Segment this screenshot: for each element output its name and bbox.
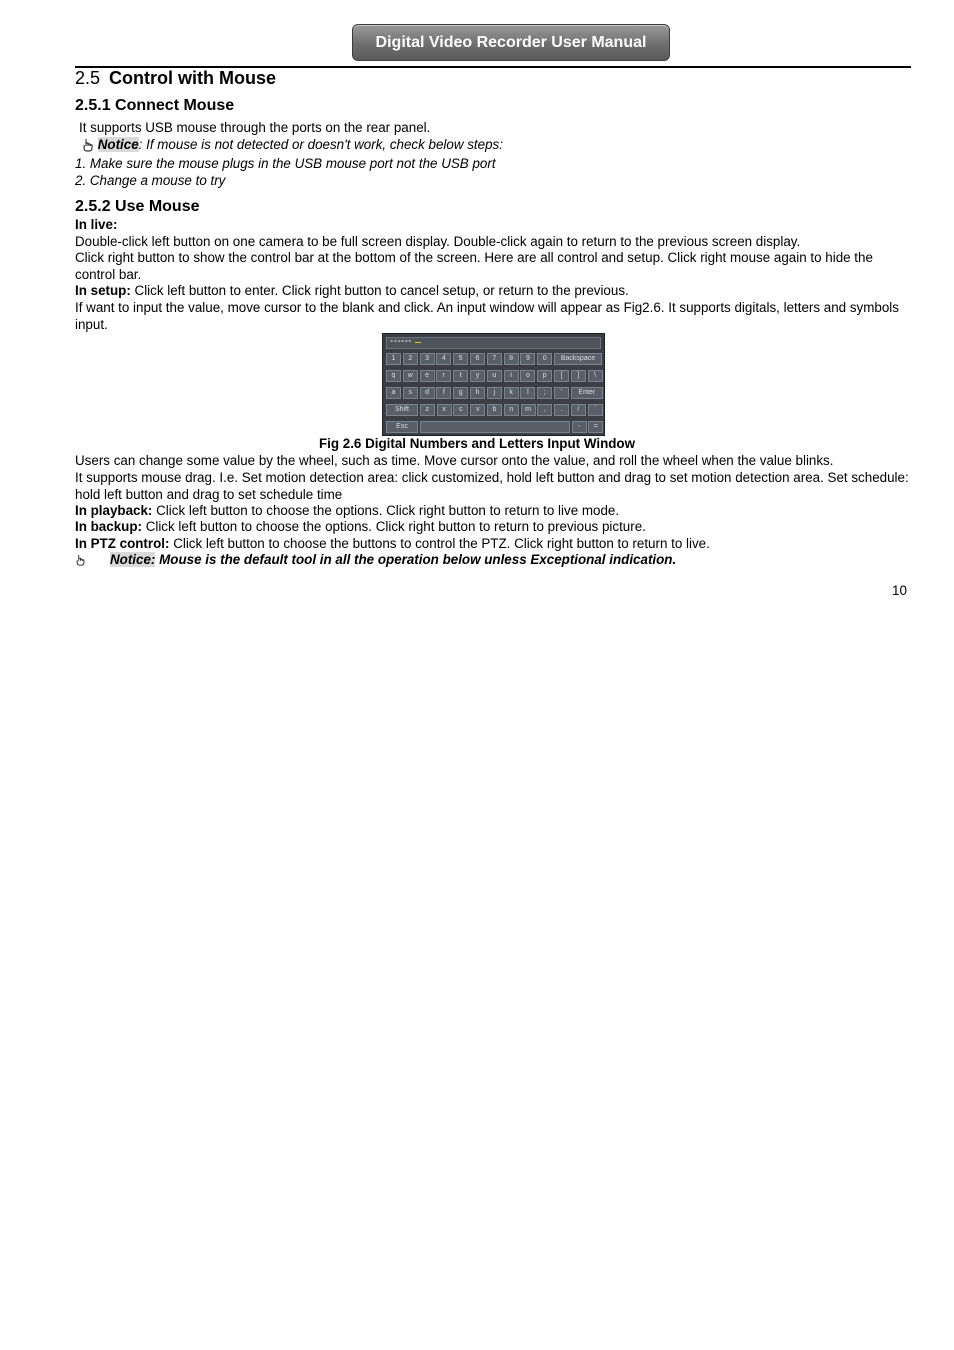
keyboard-key[interactable]: i — [504, 370, 519, 382]
keyboard-key[interactable]: n — [504, 404, 519, 416]
figure-caption: Fig 2.6 Digital Numbers and Letters Input Window — [318, 436, 636, 451]
page-number: 10 — [892, 583, 907, 598]
connect-step-1: 1. Make sure the mouse plugs in the USB mouse port not the USB port — [75, 156, 496, 171]
keyboard-key[interactable]: Esc — [386, 421, 418, 433]
keyboard-key[interactable]: j — [487, 387, 502, 399]
keyboard-field-value: ****** — [390, 339, 412, 346]
keyboard-key[interactable]: s — [403, 387, 418, 399]
pointing-hand-icon — [82, 138, 94, 152]
keyboard-key[interactable]: b — [487, 404, 502, 416]
backup-text: Click left button to choose the options. Click right button to return to previous picture. — [141, 519, 646, 534]
keyboard-key[interactable]: Backspace — [554, 353, 602, 365]
keyboard-key[interactable]: / — [571, 404, 586, 416]
keyboard-key[interactable]: 9 — [520, 353, 535, 365]
keyboard-key[interactable]: 5 — [453, 353, 468, 365]
playback-paragraph — [75, 503, 619, 520]
subsection-heading-connect: 2.5.1 Connect Mouse — [75, 97, 235, 114]
ptz-paragraph — [75, 536, 710, 553]
live-paragraph-2: Click right button to show the control bar at the bottom of the screen. Here are all control and setup. Click right mouse again to hide the control bar. — [75, 250, 873, 282]
keyboard-key[interactable]: h — [470, 387, 485, 399]
notice-label: Notice — [97, 137, 139, 152]
keyboard-key[interactable]: y — [470, 370, 485, 382]
keyboard-key[interactable]: . — [554, 404, 569, 416]
section-heading — [75, 68, 276, 89]
input-paragraph: If want to input the value, move cursor to the blank and click. An input window will appear as Fig2.6. It supports digitals, letters and symbols input. — [75, 300, 899, 332]
connect-intro: It supports USB mouse through the ports on the rear panel. — [79, 120, 431, 135]
input-window-figure — [382, 333, 605, 436]
keyboard-key[interactable]: 6 — [470, 353, 485, 365]
subsection-heading-use: 2.5.2 Use Mouse — [75, 198, 200, 215]
keyboard-key[interactable]: 0 — [537, 353, 552, 365]
keyboard-key[interactable]: 8 — [504, 353, 519, 365]
pointing-hand-icon — [75, 554, 86, 566]
default-tool-notice — [75, 552, 676, 569]
notice-text: : If mouse is not detected or doesn't work, check below steps: — [138, 137, 503, 152]
keyboard-key[interactable]: = — [588, 421, 603, 433]
keyboard-key[interactable]: ] — [571, 370, 586, 382]
text-cursor — [415, 342, 421, 343]
keyboard-key[interactable]: 4 — [436, 353, 451, 365]
backup-label: In backup: — [75, 519, 142, 534]
keyboard-key[interactable]: g — [453, 387, 468, 399]
live-label: In live: — [75, 217, 118, 232]
keyboard-key[interactable]: ; — [537, 387, 552, 399]
notice-text: Mouse is the default tool in all the operation below unless Exceptional indication. — [155, 552, 677, 567]
keyboard-key-space[interactable] — [420, 421, 570, 433]
keyboard-key[interactable]: Shift — [386, 404, 418, 416]
keyboard-key[interactable]: o — [520, 370, 535, 382]
keyboard-key[interactable]: [ — [554, 370, 569, 382]
keyboard-key[interactable]: f — [436, 387, 451, 399]
manual-title-badge: Digital Video Recorder User Manual — [352, 24, 670, 61]
keyboard-key[interactable]: u — [487, 370, 502, 382]
keyboard-key[interactable]: c — [453, 404, 468, 416]
keyboard-key[interactable]: z — [420, 404, 435, 416]
keyboard-key[interactable]: w — [403, 370, 418, 382]
keyboard-key[interactable]: Enter — [571, 387, 603, 399]
ptz-text: Click left button to choose the buttons to control the PTZ. Click right button to return to live. — [169, 536, 710, 551]
drag-paragraph: It supports mouse drag. I.e. Set motion detection area: click customized, hold left button and drag to set motion detection area. Set schedule: hold left button and drag to set schedule time — [75, 470, 909, 502]
backup-paragraph — [75, 519, 646, 536]
keyboard-key[interactable]: t — [453, 370, 468, 382]
keyboard-key[interactable]: p — [537, 370, 552, 382]
section-title: Control with Mouse — [109, 68, 277, 88]
keyboard-key[interactable]: ' — [554, 387, 569, 399]
keyboard-key[interactable]: v — [470, 404, 485, 416]
connect-notice — [82, 137, 503, 154]
live-paragraph-1: Double-click left button on one camera to be full screen display. Double-click again to return to the previous screen display. — [75, 234, 801, 249]
setup-label: In setup: — [75, 283, 131, 298]
keyboard-key[interactable]: 1 — [386, 353, 401, 365]
keyboard-key[interactable]: 3 — [420, 353, 435, 365]
keyboard-key[interactable]: q — [386, 370, 401, 382]
keyboard-key[interactable]: x — [437, 404, 452, 416]
keyboard-key[interactable]: - — [572, 421, 587, 433]
playback-label: In playback: — [75, 503, 153, 518]
connect-step-2: 2. Change a mouse to try — [75, 173, 226, 188]
keyboard-key[interactable]: e — [420, 370, 435, 382]
setup-text: Click left button to enter. Click right button to cancel setup, or return to the previous. — [130, 283, 629, 298]
ptz-label: In PTZ control: — [75, 536, 170, 551]
keyboard-key[interactable]: k — [504, 387, 519, 399]
playback-text: Click left button to choose the options. Click right button to return to live mode. — [152, 503, 620, 518]
keyboard-key[interactable]: l — [520, 387, 535, 399]
keyboard-input-field — [386, 337, 601, 349]
setup-paragraph — [75, 283, 629, 300]
keyboard-key[interactable]: a — [386, 387, 401, 399]
keyboard-key[interactable]: 2 — [403, 353, 418, 365]
keyboard-key[interactable]: \ — [588, 370, 603, 382]
keyboard-key[interactable]: , — [537, 404, 552, 416]
keyboard-key[interactable]: m — [521, 404, 536, 416]
keyboard-key[interactable]: 7 — [487, 353, 502, 365]
keyboard-key[interactable]: r — [436, 370, 451, 382]
notice-label: Notice: — [110, 552, 156, 567]
keyboard-key[interactable]: ` — [588, 404, 603, 416]
wheel-paragraph: Users can change some value by the wheel, such as time. Move cursor onto the value, and roll the wheel when the value blinks. — [75, 453, 834, 468]
keyboard-key[interactable]: d — [420, 387, 435, 399]
section-number: 2.5 — [75, 68, 101, 88]
